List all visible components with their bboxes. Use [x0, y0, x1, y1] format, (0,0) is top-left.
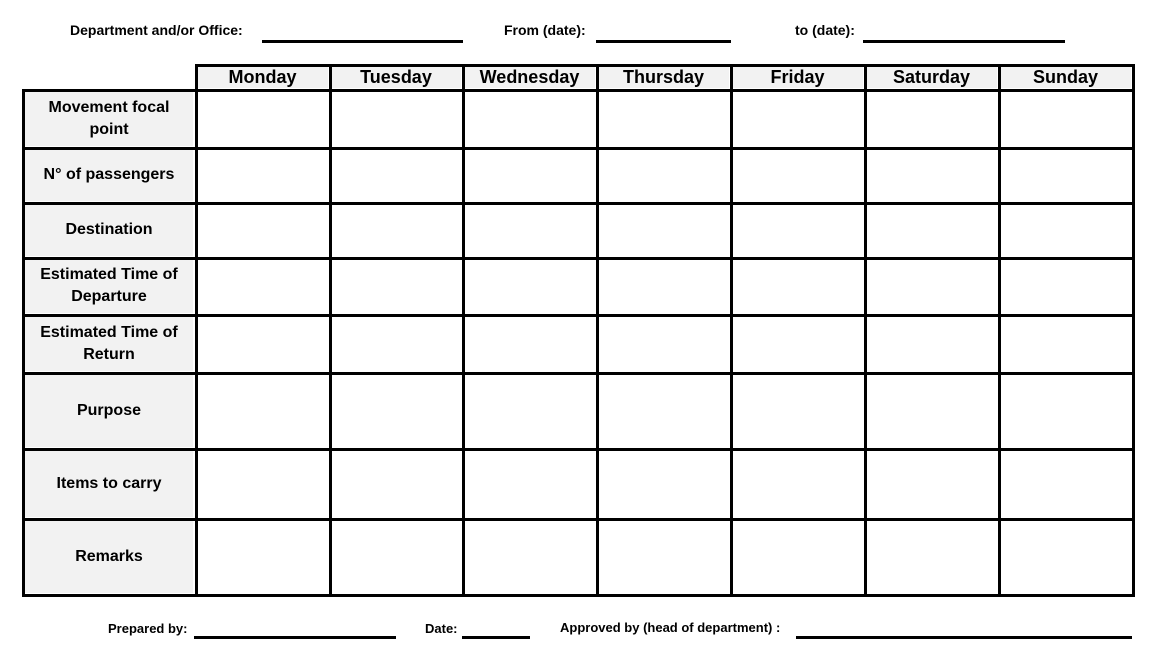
table-border	[22, 594, 1135, 597]
schedule-cell[interactable]	[331, 259, 461, 313]
date-label: Date:	[425, 621, 458, 636]
schedule-cell[interactable]	[598, 149, 729, 201]
table-border	[22, 518, 1135, 521]
table-border	[329, 64, 332, 597]
schedule-cell[interactable]	[732, 91, 863, 146]
table-border	[998, 64, 1001, 597]
schedule-cell[interactable]	[1000, 374, 1131, 447]
row-header: Purpose	[25, 374, 193, 447]
schedule-cell[interactable]	[866, 259, 997, 313]
row-header: Estimated Time of Departure	[25, 259, 193, 313]
schedule-cell[interactable]	[331, 374, 461, 447]
schedule-cell[interactable]	[732, 520, 863, 593]
schedule-cell[interactable]	[866, 204, 997, 256]
schedule-cell[interactable]	[331, 204, 461, 256]
row-header: N° of passengers	[25, 149, 193, 201]
row-header: Movement focal point	[25, 91, 193, 146]
schedule-cell[interactable]	[197, 316, 328, 371]
date-input[interactable]	[462, 636, 530, 639]
schedule-cell[interactable]	[1000, 450, 1131, 517]
schedule-cell[interactable]	[1000, 316, 1131, 371]
day-header-friday: Friday	[732, 66, 863, 88]
schedule-cell[interactable]	[1000, 149, 1131, 201]
schedule-cell[interactable]	[732, 374, 863, 447]
schedule-cell[interactable]	[464, 450, 595, 517]
schedule-cell[interactable]	[197, 450, 328, 517]
approved-by-label: Approved by (head of department) :	[560, 620, 781, 635]
schedule-cell[interactable]	[197, 204, 328, 256]
schedule-cell[interactable]	[197, 259, 328, 313]
schedule-cell[interactable]	[866, 520, 997, 593]
day-header-thursday: Thursday	[598, 66, 729, 88]
schedule-cell[interactable]	[331, 91, 461, 146]
schedule-cell[interactable]	[598, 450, 729, 517]
table-border	[1132, 64, 1135, 597]
schedule-cell[interactable]	[1000, 259, 1131, 313]
department-label: Department and/or Office:	[70, 22, 243, 38]
table-border	[864, 64, 867, 597]
table-border	[195, 64, 198, 597]
schedule-cell[interactable]	[866, 316, 997, 371]
schedule-cell[interactable]	[732, 204, 863, 256]
table-border	[22, 257, 1135, 260]
row-header: Remarks	[25, 520, 193, 593]
schedule-cell[interactable]	[331, 450, 461, 517]
schedule-cell[interactable]	[197, 520, 328, 593]
schedule-cell[interactable]	[1000, 91, 1131, 146]
table-border	[195, 64, 1135, 67]
from-date-label: From (date):	[504, 22, 586, 38]
schedule-cell[interactable]	[464, 520, 595, 593]
prepared-by-field	[108, 621, 187, 636]
schedule-cell[interactable]	[464, 204, 595, 256]
approved-by-input[interactable]	[796, 636, 1132, 639]
schedule-cell[interactable]	[331, 316, 461, 371]
table-border	[462, 64, 465, 597]
schedule-cell[interactable]	[598, 316, 729, 371]
schedule-cell[interactable]	[598, 259, 729, 313]
schedule-cell[interactable]	[732, 316, 863, 371]
table-border	[730, 64, 733, 597]
row-header: Destination	[25, 204, 193, 256]
day-header-tuesday: Tuesday	[331, 66, 461, 88]
prepared-by-label: Prepared by:	[108, 621, 188, 636]
date-field	[425, 621, 458, 636]
schedule-cell[interactable]	[598, 91, 729, 146]
day-header-wednesday: Wednesday	[464, 66, 595, 88]
schedule-cell[interactable]	[732, 149, 863, 201]
day-header-sunday: Sunday	[1000, 66, 1131, 88]
table-border	[22, 448, 1135, 451]
schedule-cell[interactable]	[866, 450, 997, 517]
schedule-cell[interactable]	[464, 316, 595, 371]
table-border	[22, 89, 1135, 92]
table-border	[596, 64, 599, 597]
table-border	[22, 202, 1135, 205]
schedule-cell[interactable]	[331, 149, 461, 201]
schedule-cell[interactable]	[331, 520, 461, 593]
schedule-cell[interactable]	[464, 91, 595, 146]
schedule-cell[interactable]	[197, 91, 328, 146]
table-border	[22, 89, 25, 597]
schedule-cell[interactable]	[1000, 520, 1131, 593]
schedule-cell[interactable]	[598, 204, 729, 256]
schedule-cell[interactable]	[197, 149, 328, 201]
table-border	[22, 147, 1135, 150]
schedule-cell[interactable]	[866, 149, 997, 201]
row-header: Estimated Time of Return	[25, 316, 193, 371]
day-header-saturday: Saturday	[866, 66, 997, 88]
table-border	[22, 314, 1135, 317]
schedule-cell[interactable]	[598, 374, 729, 447]
schedule-cell[interactable]	[598, 520, 729, 593]
to-date-label: to (date):	[795, 22, 855, 38]
row-header: Items to carry	[25, 450, 193, 517]
day-header-monday: Monday	[197, 66, 328, 88]
schedule-cell[interactable]	[866, 91, 997, 146]
schedule-cell[interactable]	[732, 450, 863, 517]
schedule-cell[interactable]	[197, 374, 328, 447]
schedule-cell[interactable]	[464, 149, 595, 201]
schedule-cell[interactable]	[1000, 204, 1131, 256]
schedule-cell[interactable]	[464, 374, 595, 447]
approved-by-field	[560, 620, 780, 635]
prepared-by-input[interactable]	[194, 636, 396, 639]
table-border	[22, 372, 1135, 375]
schedule-cell[interactable]	[732, 259, 863, 313]
schedule-cell[interactable]	[464, 259, 595, 313]
schedule-cell[interactable]	[866, 374, 997, 447]
